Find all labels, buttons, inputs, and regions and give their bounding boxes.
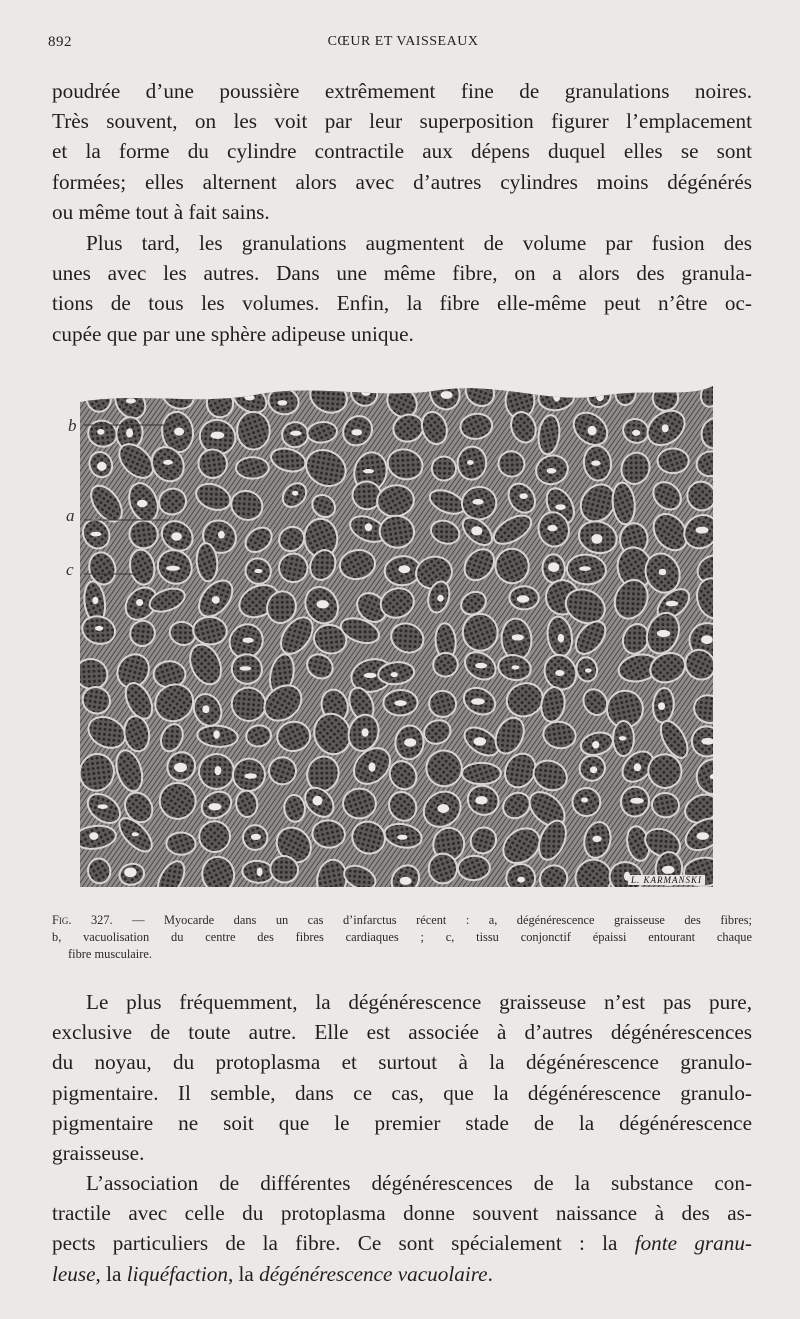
fiber-vacuole	[171, 532, 182, 541]
text-line: pigmentaire ne soit que le premier stade de la dégénérescence	[52, 1110, 752, 1135]
text-line: pigmentaire. Il semble, dans ce cas, que la dégénérescence granulo-	[52, 1080, 752, 1105]
fiber-vacuole	[202, 705, 209, 713]
fiber-vacuole	[519, 493, 528, 499]
fiber-vacuole	[124, 868, 136, 878]
histology-figure	[66, 380, 713, 887]
caption-line: fibre musculaire.	[68, 947, 152, 961]
fiber-vacuole	[163, 460, 173, 465]
fiber-vacuole	[166, 566, 180, 571]
fiber-vacuole	[517, 595, 529, 602]
fiber-vacuole	[591, 534, 602, 544]
fiber-vacuole	[441, 391, 453, 399]
text-line: tions de tous les volumes. Enfin, la fibre elle-même peut n’être oc-	[52, 291, 752, 316]
text-segment: , la	[95, 1261, 127, 1286]
page-number: 892	[48, 34, 72, 50]
text-line: graisseuse.	[52, 1141, 145, 1166]
muscle-fiber-section	[236, 457, 269, 478]
fiber-vacuole	[399, 565, 411, 573]
fiber-vacuole	[361, 389, 371, 396]
text-segment: pects particuliers de la fibre. Ce sont spécialement : la	[52, 1231, 635, 1256]
caption-line	[52, 912, 752, 929]
text-line: exclusive de toute autre. Elle est associée à d’autres dégénérescences	[52, 1020, 752, 1045]
text-line: Le plus fréquemment, la dégénérescence graisseuse n’est pas pure,	[86, 990, 752, 1014]
text-segment: , la	[227, 1261, 260, 1286]
text-line: du noyau, du protoplasma et surtout à la dégénérescence granulo-	[52, 1050, 752, 1075]
fiber-vacuole	[364, 673, 377, 678]
fiber-vacuole	[590, 766, 597, 773]
text-line: Plus tard, les granulations augmentent de volume par fusion des	[86, 231, 752, 255]
fiber-vacuole	[547, 468, 557, 474]
italic-term: liquéfaction	[126, 1261, 228, 1286]
text-line: formées; elles alternent alors avec d’autres cylindres moins dégénérés	[52, 169, 752, 194]
text-line: Très souvent, on les voit par leur superposition figurer l’emplacement	[52, 109, 752, 134]
fiber-vacuole	[404, 738, 416, 746]
fiber-vacuole	[588, 426, 597, 436]
fiber-vacuole	[218, 531, 225, 539]
fiber-vacuole	[696, 527, 709, 534]
muscle-fiber-section	[658, 449, 689, 474]
fiber-vacuole	[437, 595, 444, 602]
fiber-vacuole	[97, 462, 107, 471]
fiber-vacuole	[472, 499, 483, 505]
caption-text: — Myocarde dans un cas d’infarctus récent : a, dégénérescence graisseuse des fibres;	[112, 913, 752, 927]
fiber-vacuole	[659, 569, 667, 576]
muscle-fiber-section	[343, 789, 376, 819]
fiber-vacuole	[362, 728, 369, 736]
fiber-vacuole	[511, 665, 519, 669]
fiber-vacuole	[467, 460, 474, 465]
fiber-vacuole	[438, 804, 450, 813]
page-header	[48, 34, 758, 56]
text-line: tractile avec celle du protoplasma donne souvent naissance à des as-	[52, 1201, 752, 1226]
figure-number: Fig. 327.	[52, 913, 113, 927]
fiber-vacuole	[666, 601, 678, 607]
fiber-vacuole	[278, 400, 288, 405]
fiber-vacuole	[658, 702, 665, 710]
fiber-vacuole	[244, 395, 254, 401]
text-line	[52, 1228, 752, 1258]
fiber-vacuole	[243, 638, 254, 643]
fiber-vacuole	[475, 663, 487, 669]
text-line: L’association de différentes dégénérescences de la substance con-	[86, 1171, 752, 1195]
fiber-vacuole	[662, 866, 674, 874]
figure-label-b: b	[68, 416, 77, 435]
fiber-vacuole	[174, 428, 184, 436]
fiber-vacuole	[363, 469, 374, 473]
fiber-vacuole	[92, 597, 98, 604]
fiber-vacuole	[174, 763, 187, 772]
fiber-vacuole	[245, 773, 257, 779]
fiber-vacuole	[581, 798, 588, 803]
fiber-vacuole	[471, 698, 485, 705]
muscle-fiber-section	[506, 864, 535, 887]
fiber-vacuole	[558, 634, 565, 643]
text-line: cupée que par une sphère adipeuse unique.	[52, 321, 414, 346]
text-line: unes avec les autres. Dans une même fibre, on a alors des granula-	[52, 261, 752, 286]
muscle-fiber-section	[428, 690, 457, 718]
fiber-vacuole	[619, 736, 627, 740]
caption-line: b, vacuolisation du centre des fibres cardiaques ; c, tissu conjonctif épaissi entourant chaque	[52, 930, 752, 944]
fiber-vacuole	[254, 569, 262, 573]
fiber-vacuole	[657, 630, 670, 637]
figure-label-c: c	[66, 560, 74, 579]
fiber-vacuole	[208, 803, 221, 810]
fiber-vacuole	[701, 635, 713, 644]
text-line: poudrée d’une poussière extrêmement fine de granulations noires.	[52, 79, 752, 103]
fiber-vacuole	[397, 835, 407, 840]
fiber-vacuole	[585, 668, 592, 672]
fiber-vacuole	[313, 796, 323, 806]
fiber-vacuole	[475, 796, 487, 804]
fiber-vacuole	[251, 834, 261, 840]
text-line	[52, 1259, 752, 1289]
figure-caption	[52, 912, 752, 963]
fiber-vacuole	[596, 392, 604, 401]
fiber-vacuole	[317, 600, 329, 608]
paragraph-3	[52, 987, 752, 1168]
muscle-fiber-section	[462, 763, 501, 784]
fiber-vacuole	[365, 523, 373, 531]
fiber-vacuole	[662, 424, 669, 432]
fiber-vacuole	[90, 532, 101, 537]
italic-term: dégénérescence vacuolaire	[259, 1261, 488, 1286]
fiber-vacuole	[132, 832, 139, 836]
fiber-vacuole	[137, 500, 148, 508]
italic-term: leuse	[52, 1261, 96, 1286]
paragraph-4	[52, 1168, 752, 1289]
fiber-vacuole	[630, 798, 644, 804]
muscle-fiber-section	[153, 661, 185, 688]
fiber-vacuole	[591, 460, 600, 465]
fiber-vacuole	[212, 596, 220, 604]
fiber-vacuole	[555, 504, 565, 510]
fiber-vacuole	[632, 430, 640, 436]
fiber-vacuole	[136, 599, 143, 606]
fiber-vacuole	[400, 877, 412, 885]
fiber-vacuole	[89, 832, 98, 840]
muscle-fiber-section	[237, 412, 270, 450]
running-title: CŒUR ET VAISSEAUX	[327, 34, 479, 49]
fiber-vacuole	[126, 428, 133, 437]
muscle-fiber-section	[429, 854, 457, 884]
fiber-vacuole	[555, 670, 564, 676]
fiber-vacuole	[213, 730, 219, 739]
fiber-vacuole	[471, 526, 482, 535]
fiber-vacuole	[351, 429, 362, 435]
fiber-vacuole	[97, 429, 104, 435]
text-segment: .	[487, 1261, 493, 1286]
fiber-vacuole	[98, 804, 108, 809]
fiber-vacuole	[240, 666, 252, 670]
fiber-vacuole	[290, 431, 301, 436]
fiber-vacuole	[622, 389, 632, 393]
fiber-vacuole	[548, 562, 559, 572]
muscle-fiber-section	[462, 613, 499, 652]
fiber-vacuole	[292, 491, 298, 496]
myocardium-engraving	[80, 380, 713, 887]
fiber-vacuole	[215, 766, 222, 775]
paragraph-1	[52, 76, 752, 227]
figure-label-a: a	[66, 506, 75, 525]
fiber-vacuole	[474, 737, 487, 746]
fiber-vacuole	[126, 398, 136, 403]
paragraph-2	[52, 228, 752, 349]
fiber-vacuole	[697, 832, 709, 840]
fiber-vacuole	[592, 741, 599, 749]
fiber-vacuole	[512, 634, 524, 640]
muscle-fiber-section	[166, 832, 196, 855]
fiber-vacuole	[517, 877, 525, 883]
fiber-vacuole	[211, 432, 225, 439]
fiber-vacuole	[391, 672, 398, 677]
fiber-vacuole	[95, 626, 103, 631]
fiber-vacuole	[394, 700, 406, 706]
engraver-signature: L. KARMANSKI	[628, 875, 705, 885]
fiber-vacuole	[634, 763, 641, 771]
fiber-vacuole	[553, 393, 560, 402]
fiber-vacuole	[257, 868, 263, 877]
fiber-vacuole	[592, 836, 601, 842]
fiber-vacuole	[547, 525, 557, 531]
italic-term: fonte granu-	[634, 1231, 752, 1256]
text-line: ou même tout à fait sains.	[52, 199, 270, 224]
fiber-vacuole	[579, 566, 591, 571]
fiber-vacuole	[369, 762, 376, 771]
text-line: et la forme du cylindre contractile aux dépens duquel elles se sont	[52, 139, 752, 164]
